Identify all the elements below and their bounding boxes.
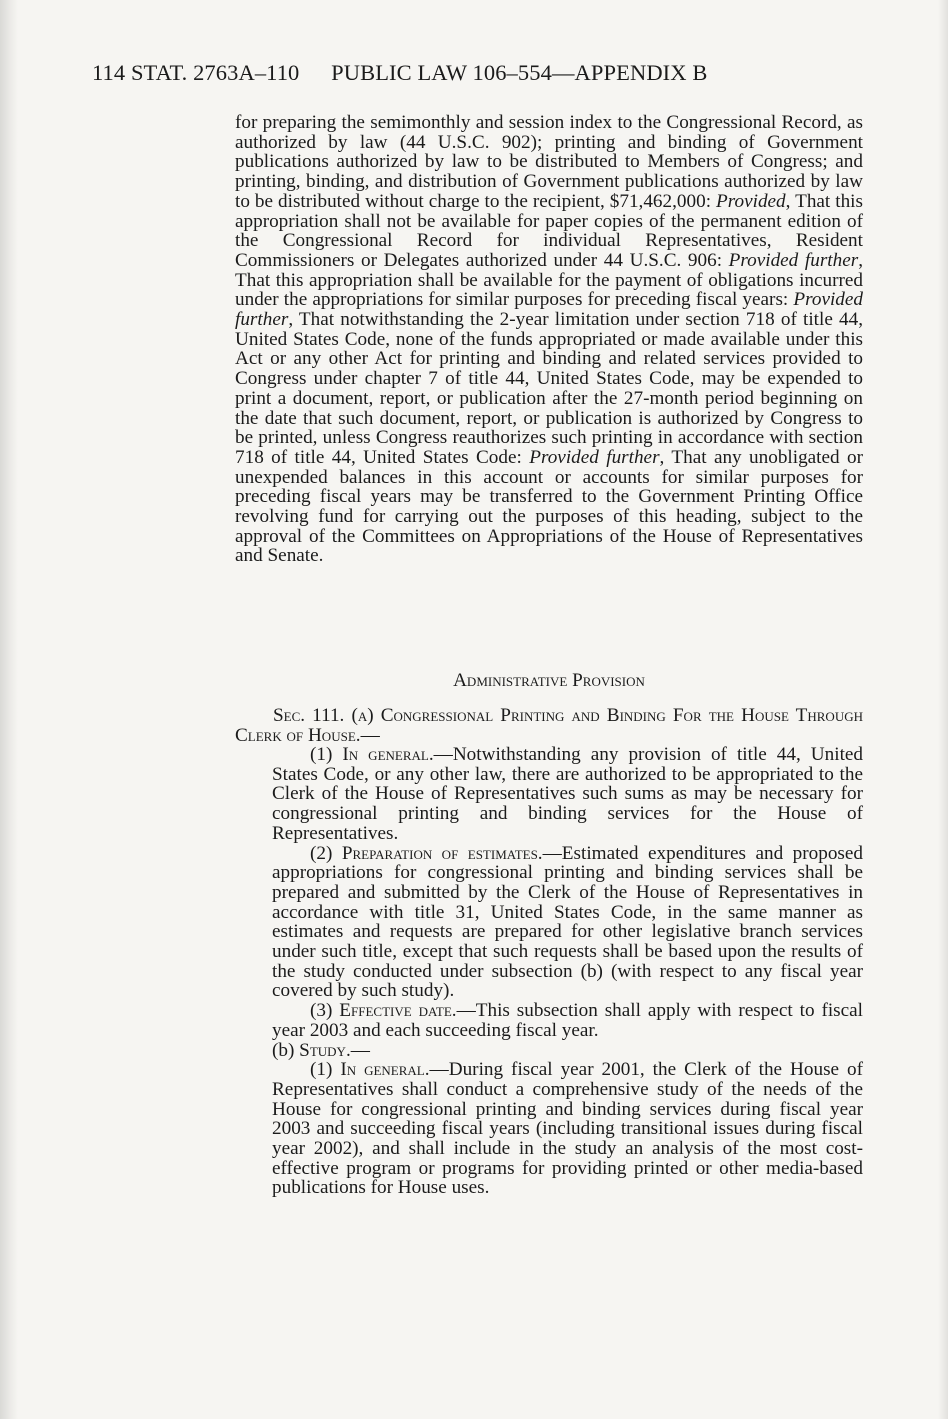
section-number: Sec. 111. (a) <box>273 705 381 726</box>
paragraph-b1 <box>272 1060 863 1198</box>
paragraph-a2 <box>272 844 863 1002</box>
subsection-a-heading <box>235 706 863 745</box>
section-111 <box>235 706 863 745</box>
item-text: —During fiscal year 2001, the Clerk of the House of Representatives shall conduct a comprehensive study of the needs of the House for congressional printing and binding services during fiscal year 2003 and succeeding fiscal years (including transitional issues during fiscal year 2002), and shall include in the study an analysis of the most cost-effective program or programs for providing printed or other media-based publications for House uses. <box>272 1059 864 1199</box>
item-number: (1) <box>310 1059 341 1081</box>
item-number: (2) <box>310 842 342 864</box>
text-run: , That this appropriation shall be available for the payment of obligations incurred under the appropriations for similar purposes for preceding fiscal years: <box>235 249 863 311</box>
dash: — <box>350 1039 370 1061</box>
item-number: (1) <box>310 744 343 765</box>
appropriation-text <box>235 113 863 566</box>
text-run: , That any unobligated or unexpended balances in this account or accounts for similar purposes for preceding fiscal years may be transferred to the Government Printing Office revolving fund for carrying out the purposes of this heading, subject to the approval of the Committees on Appropriations of the House of Representatives and Senate. <box>235 446 864 567</box>
law-title: PUBLIC LAW 106–554—APPENDIX B <box>331 60 708 85</box>
dash: — <box>360 724 380 746</box>
scan-edge-left <box>0 0 18 1419</box>
section-heading: Administrative Provision <box>453 670 645 691</box>
item-title: Effective date. <box>339 1000 457 1022</box>
subsection-a-title: Congressional Printing and Binding For the House Through Clerk of House. <box>235 705 863 746</box>
paragraph-a1 <box>272 745 863 844</box>
text-run: for preparing the semimonthly and session index to the Congressional Record, as authorized by law (44 U.S.C. 902); printing and binding of Government publications authorized by law to be distributed to Members of Congress; and printing, binding, and distribution of Government publications authorized by law to be distributed without charge to the recipient, $71,462,000: <box>235 112 863 212</box>
subsection-b-heading <box>272 1041 863 1061</box>
item-text: —Notwithstanding any provision of title 44, United States Code, or any other law, there are authorized to be appropriated to the Clerk of the House of Representatives such sums as may be necessary for congressional printing and binding services for the House of Representatives. <box>272 744 864 844</box>
subsection-a-body <box>272 745 863 1198</box>
subsection-number: (b) <box>272 1039 300 1061</box>
item-title: In general. <box>342 744 434 765</box>
running-head <box>92 60 872 86</box>
scan-edge-right <box>938 0 948 1419</box>
provided-further-italic: Provided further <box>728 249 859 271</box>
provided-further-italic: Provided further <box>235 289 863 331</box>
item-title: Preparation of estimates. <box>341 842 543 864</box>
provided-italic: Provided <box>716 190 786 212</box>
stat-citation: 114 STAT. 2763A–110 <box>92 60 300 85</box>
item-text: —Estimated expenditures and proposed appropriations for congressional printing and binding services shall be prepared and submitted by the Clerk of the House of Representatives in accordance with title 31, United States Code, in the same manner as estimates and requests are prepared for other legislative branch services under such title, except that such requests shall be based upon the results of the study conducted under subsection (b) (with respect to any fiscal year covered by such study). <box>272 842 863 1002</box>
item-title: In general. <box>340 1059 430 1081</box>
item-number: (3) <box>310 1000 340 1022</box>
appropriation-paragraph <box>235 113 863 566</box>
item-text: —This subsection shall apply with respect to fiscal year 2003 and each succeeding fiscal year. <box>272 1000 864 1041</box>
text-run: , That this appropriation shall not be available for paper copies of the permanent edition of the Congressional Record for individual Representatives, Resident Commissioners or Delegates authorized under 44 U.S.C. 906: <box>235 190 863 271</box>
subsection-b-title: Study. <box>299 1039 351 1061</box>
provided-further-italic: Provided further <box>529 446 660 468</box>
paragraph-a3 <box>272 1001 863 1040</box>
text-run: , That notwithstanding the 2-year limitation under section 718 of title 44, United States Code, none of the funds appropriated or made available under this Act or any other Act for printing and binding and related services provided to Congress under chapter 7 of title 44, United States Code, may be expended to print a document, report, or publication after the 27-month period beginning on the date that such document, report, or publication is authorized by Congress to be printed, unless Congress reauthorizes such printing in accordance with section 718 of title 44, United States Code: <box>235 309 863 468</box>
